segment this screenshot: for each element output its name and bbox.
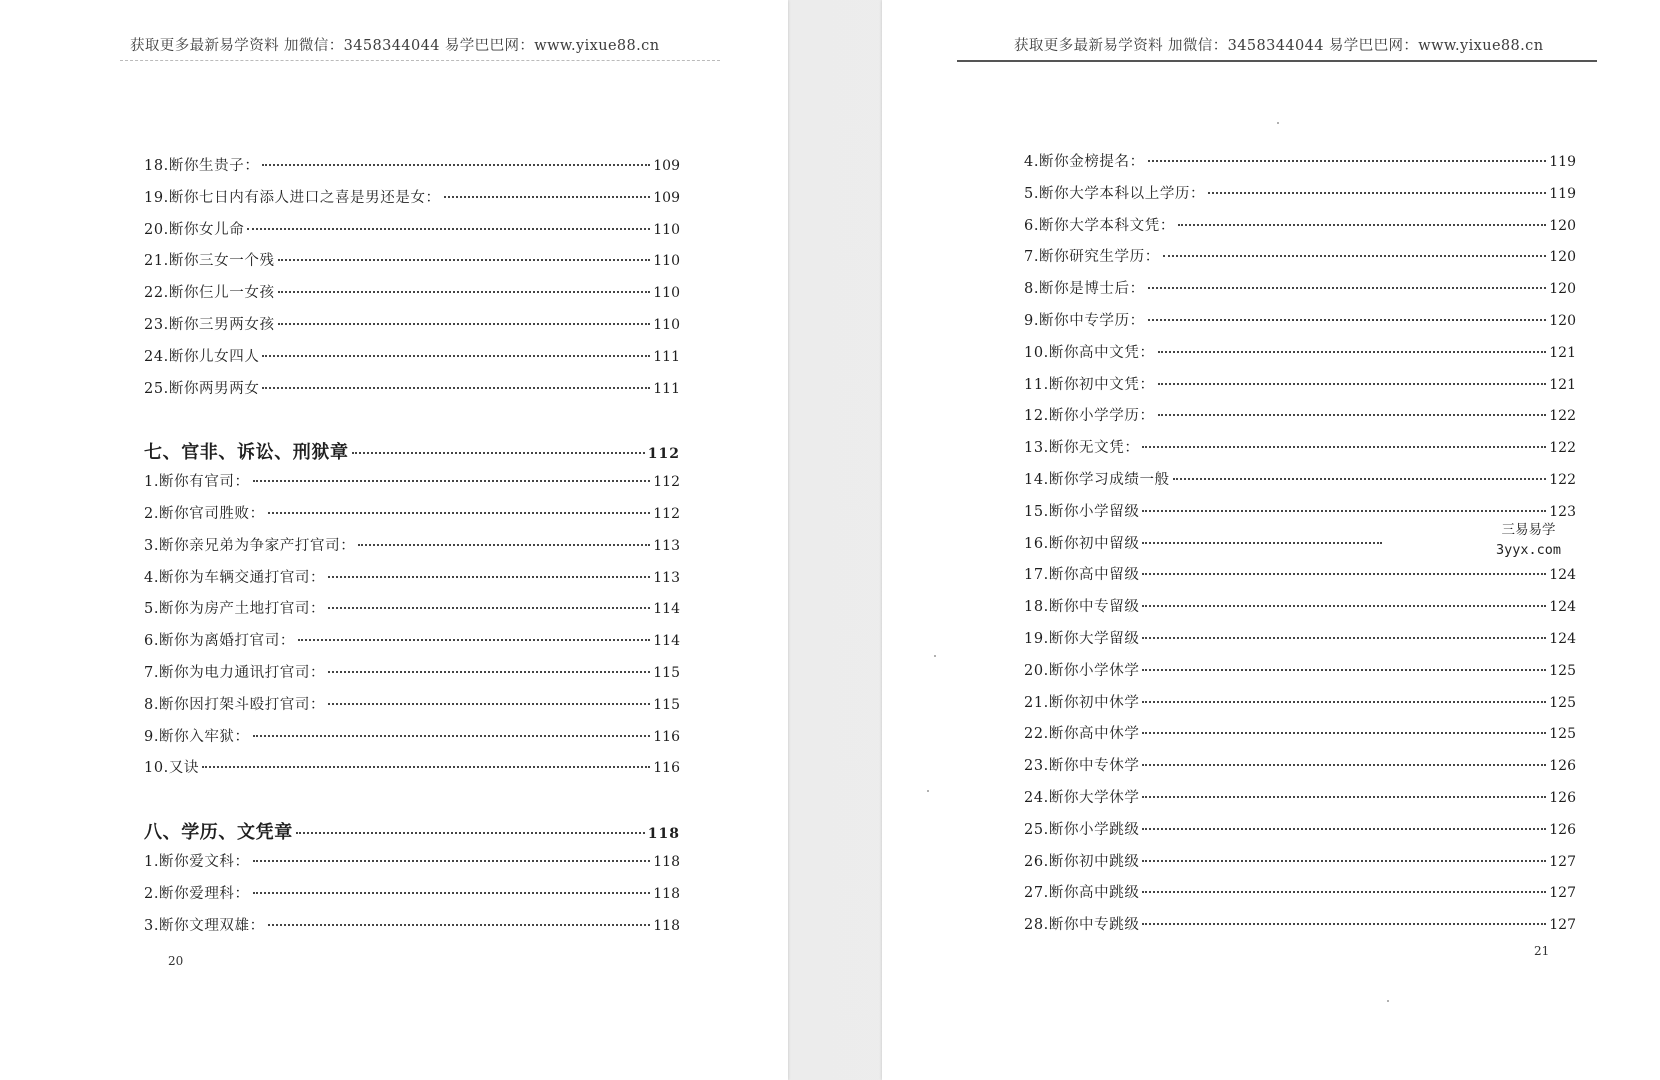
toc-entry-title: 22.断你仨儿一女孩 — [144, 285, 275, 302]
toc-page-number: 109 — [653, 189, 680, 206]
scan-speck — [927, 790, 929, 792]
watermark-line: 3yyx.com — [1496, 542, 1562, 558]
toc-entry — [1024, 691, 1576, 723]
toc-entry — [144, 534, 680, 566]
toc-page-number: 123 — [1549, 503, 1576, 520]
toc-entry — [144, 597, 680, 629]
toc-entry-title: 25.断你小学跳级 — [1024, 821, 1140, 838]
toc-list-right — [1024, 150, 1576, 945]
toc-page-number: 125 — [1549, 726, 1576, 743]
dot-leader — [262, 355, 650, 357]
toc-entry-title: 1.断你有官司： — [144, 474, 250, 491]
dot-leader — [298, 639, 650, 641]
dot-leader — [1142, 446, 1546, 448]
toc-page-number: 116 — [653, 760, 680, 777]
dot-leader — [328, 607, 650, 609]
dot-leader — [1142, 891, 1546, 893]
dot-leader — [328, 671, 650, 673]
toc-entry — [144, 756, 680, 788]
toc-entry — [144, 154, 680, 186]
toc-entry-title: 3.断你文理双雄： — [144, 917, 265, 934]
dot-leader — [278, 291, 651, 293]
toc-entry — [1024, 404, 1576, 436]
dot-leader — [1148, 287, 1547, 289]
toc-page-number: 112 — [653, 505, 680, 522]
dot-leader — [352, 452, 645, 454]
scan-speck — [1387, 1000, 1389, 1002]
toc-section-heading — [144, 818, 680, 850]
scan-speck — [1277, 122, 1279, 124]
dot-leader — [247, 228, 650, 230]
toc-page-number: 113 — [653, 569, 680, 586]
toc-entry — [1024, 659, 1576, 691]
toc-entry — [1024, 182, 1576, 214]
dot-leader — [278, 323, 651, 325]
toc-page-number: 115 — [653, 696, 680, 713]
toc-entry-title: 3.断你亲兄弟为争家产打官司： — [144, 537, 356, 554]
dot-leader — [278, 259, 651, 261]
toc-entry — [1024, 563, 1576, 595]
toc-page-number: 118 — [653, 885, 680, 902]
dot-leader — [1142, 764, 1546, 766]
dot-leader — [1142, 637, 1546, 639]
page-header: 获取更多最新易学资料 加微信：3458344044 易学巴巴网：www.yixue88.cn — [130, 38, 660, 54]
toc-entry-title: 7.断你为电力通讯打官司： — [144, 664, 326, 681]
toc-entry — [144, 502, 680, 534]
toc-entry-title: 22.断你高中休学 — [1024, 726, 1140, 743]
page-number: 20 — [168, 954, 184, 968]
toc-entry — [1024, 150, 1576, 182]
toc-entry-title: 20.断你小学休学 — [1024, 662, 1140, 679]
toc-page-number: 114 — [653, 633, 680, 650]
toc-entry — [1024, 627, 1576, 659]
toc-page-number: 127 — [1549, 885, 1576, 902]
toc-entry-title: 14.断你学习成绩一般 — [1024, 471, 1170, 488]
dot-leader — [253, 735, 651, 737]
toc-entry — [1024, 436, 1576, 468]
dot-leader — [268, 924, 651, 926]
toc-page-number: 110 — [653, 253, 680, 270]
toc-page-number: 111 — [653, 380, 680, 397]
scan-speck — [934, 655, 936, 657]
dot-leader — [328, 576, 650, 578]
toc-entry-title: 23.断你三男两女孩 — [144, 316, 275, 333]
toc-entry-title: 13.断你无文凭： — [1024, 440, 1140, 457]
dot-leader — [262, 387, 650, 389]
toc-entry-title: 27.断你高中跳级 — [1024, 885, 1140, 902]
toc-page-number: 118 — [653, 853, 680, 870]
toc-entry-title: 4.断你为车辆交通打官司： — [144, 569, 326, 586]
toc-entry — [144, 377, 680, 409]
toc-entry-title: 18.断你中专留级 — [1024, 599, 1140, 616]
toc-entry-title: 5.断你大学本科以上学历： — [1024, 185, 1206, 202]
toc-entry — [1024, 881, 1576, 913]
toc-entry — [144, 313, 680, 345]
dot-leader — [1208, 192, 1546, 194]
toc-entry-title: 25.断你两男两女 — [144, 380, 260, 397]
dot-leader — [1148, 319, 1547, 321]
toc-entry-title: 10.断你高中文凭： — [1024, 344, 1155, 361]
toc-entry-title: 4.断你金榜提名： — [1024, 154, 1145, 170]
toc-page-number: 113 — [653, 537, 680, 554]
toc-entry — [1024, 786, 1576, 818]
toc-entry — [144, 249, 680, 281]
toc-list-left — [144, 154, 680, 945]
toc-page-number: 122 — [1549, 408, 1576, 425]
toc-entry — [1024, 468, 1576, 500]
toc-entry — [144, 566, 680, 598]
toc-page-number: 109 — [653, 158, 680, 174]
toc-page-number: 118 — [653, 917, 680, 934]
toc-page-number: 112 — [653, 474, 680, 491]
toc-entry — [1024, 532, 1576, 564]
dot-leader — [1142, 796, 1546, 798]
toc-entry — [1024, 818, 1576, 850]
toc-entry — [144, 186, 680, 218]
toc-entry — [1024, 754, 1576, 786]
dot-leader — [1142, 732, 1546, 734]
toc-entry-title: 24.断你大学休学 — [1024, 789, 1140, 806]
dot-leader — [1142, 669, 1546, 671]
dot-leader — [253, 892, 651, 894]
dot-leader — [253, 860, 651, 862]
toc-entry-title: 9.断你中专学历： — [1024, 312, 1145, 329]
toc-page-number: 111 — [653, 348, 680, 365]
dot-leader — [1178, 224, 1546, 226]
toc-entry — [144, 882, 680, 914]
toc-entry — [144, 914, 680, 946]
toc-entry-title: 20.断你女儿命 — [144, 221, 245, 238]
toc-entry-title: 16.断你初中留级 — [1024, 535, 1140, 552]
toc-page-number: 118 — [647, 826, 680, 843]
toc-page-number: 110 — [653, 285, 680, 302]
left-page — [0, 0, 788, 1080]
header-rule — [957, 60, 1597, 62]
toc-entry — [144, 850, 680, 882]
toc-entry — [1024, 277, 1576, 309]
dot-leader — [1142, 828, 1546, 830]
toc-entry — [144, 629, 680, 661]
dot-leader — [1142, 605, 1546, 607]
watermark-line: 三易易学 — [1501, 522, 1556, 538]
toc-entry-title: 19.断你七日内有添人进口之喜是男还是女： — [144, 189, 441, 206]
toc-entry-title: 8.断你因打架斗殴打官司： — [144, 696, 326, 713]
dot-leader — [1158, 414, 1547, 416]
toc-entry — [144, 661, 680, 693]
dot-leader — [202, 766, 650, 768]
toc-page-number: 124 — [1549, 630, 1576, 647]
toc-entry — [144, 218, 680, 250]
toc-page-number: 120 — [1549, 217, 1576, 234]
toc-entry-title: 21.断你初中休学 — [1024, 694, 1140, 711]
toc-page-number: 126 — [1549, 758, 1576, 775]
toc-page-number: 116 — [653, 728, 680, 745]
toc-entry-title: 19.断你大学留级 — [1024, 630, 1140, 647]
dot-leader — [268, 512, 651, 514]
toc-entry-title: 28.断你中专跳级 — [1024, 917, 1140, 934]
toc-entry — [1024, 913, 1576, 945]
toc-page-number: 127 — [1549, 853, 1576, 870]
toc-entry — [1024, 595, 1576, 627]
dot-leader — [296, 832, 645, 834]
page-header: 获取更多最新易学资料 加微信：3458344044 易学巴巴网：www.yixue88.cn — [1014, 38, 1544, 54]
dot-leader — [262, 164, 650, 166]
toc-gap — [144, 788, 680, 818]
dot-leader — [1163, 255, 1546, 257]
toc-page-number: 112 — [647, 446, 680, 463]
dot-leader — [1142, 510, 1546, 512]
toc-page-number: 126 — [1549, 789, 1576, 806]
toc-page-number: 120 — [1549, 249, 1576, 266]
toc-entry-title: 26.断你初中跳级 — [1024, 853, 1140, 870]
dot-leader — [1142, 573, 1546, 575]
toc-entry-title: 21.断你三女一个残 — [144, 253, 275, 270]
toc-entry-title: 8.断你是博士后： — [1024, 281, 1145, 298]
toc-entry — [1024, 500, 1576, 532]
toc-entry-title: 15.断你小学留级 — [1024, 503, 1140, 520]
toc-entry-title: 24.断你儿女四人 — [144, 348, 260, 365]
toc-page-number: 110 — [653, 221, 680, 238]
toc-gap — [144, 408, 680, 438]
toc-page-number: 119 — [1549, 185, 1576, 202]
toc-entry — [144, 725, 680, 757]
header-rule — [120, 60, 720, 61]
toc-entry-title: 6.断你大学本科文凭： — [1024, 217, 1175, 234]
toc-page-number: 110 — [653, 316, 680, 333]
dot-leader — [1142, 860, 1546, 862]
toc-entry-title: 9.断你入牢狱： — [144, 728, 250, 745]
toc-entry — [144, 470, 680, 502]
toc-entry-title: 18.断你生贵子： — [144, 158, 260, 174]
toc-page-number: 125 — [1549, 694, 1576, 711]
toc-entry-title: 23.断你中专休学 — [1024, 758, 1140, 775]
dot-leader — [253, 480, 651, 482]
toc-page-number: 122 — [1549, 440, 1576, 457]
dot-leader — [1142, 923, 1546, 925]
dot-leader — [444, 196, 651, 198]
toc-entry — [1024, 373, 1576, 405]
dot-leader — [1173, 478, 1547, 480]
toc-page-number: 115 — [653, 664, 680, 681]
toc-entry — [144, 281, 680, 313]
page-number: 21 — [1534, 944, 1550, 958]
toc-entry-title: 11.断你初中文凭： — [1024, 376, 1155, 393]
dot-leader — [358, 544, 650, 546]
toc-page-number: 127 — [1549, 917, 1576, 934]
toc-page-number: 120 — [1549, 312, 1576, 329]
toc-page-number: 120 — [1549, 281, 1576, 298]
watermark-stamp — [1496, 520, 1561, 560]
dot-leader — [1158, 383, 1547, 385]
toc-entry — [1024, 214, 1576, 246]
toc-entry — [1024, 341, 1576, 373]
toc-entry — [1024, 309, 1576, 341]
toc-entry-title: 10.又诀 — [144, 760, 200, 777]
toc-entry-title: 2.断你官司胜败： — [144, 505, 265, 522]
toc-page-number: 124 — [1549, 599, 1576, 616]
toc-entry — [1024, 245, 1576, 277]
toc-page-number: 124 — [1549, 567, 1576, 584]
toc-entry-title: 6.断你为离婚打官司： — [144, 633, 295, 650]
toc-page-number: 119 — [1549, 154, 1576, 170]
toc-page-number: 126 — [1549, 821, 1576, 838]
toc-entry-title: 八、学历、文凭章 — [144, 822, 293, 844]
toc-entry — [144, 693, 680, 725]
dot-leader — [1148, 160, 1547, 162]
toc-section-heading — [144, 438, 680, 470]
dot-leader — [1142, 701, 1546, 703]
toc-page-number: 122 — [1549, 471, 1576, 488]
toc-entry — [1024, 722, 1576, 754]
toc-entry — [144, 345, 680, 377]
toc-entry-title: 12.断你小学学历： — [1024, 408, 1155, 425]
toc-entry — [1024, 850, 1576, 882]
toc-page-number: 125 — [1549, 662, 1576, 679]
dot-leader — [1158, 351, 1547, 353]
toc-entry-title: 七、官非、诉讼、刑狱章 — [144, 442, 349, 464]
toc-entry-title: 7.断你研究生学历： — [1024, 249, 1160, 266]
toc-page-number: 121 — [1549, 344, 1576, 361]
toc-entry-title: 17.断你高中留级 — [1024, 567, 1140, 584]
toc-entry-title: 1.断你爱文科： — [144, 853, 250, 870]
dot-leader — [328, 703, 650, 705]
toc-page-number: 121 — [1549, 376, 1576, 393]
dot-leader — [1142, 542, 1382, 544]
toc-entry-title: 2.断你爱理科： — [144, 885, 250, 902]
toc-page-number: 114 — [653, 601, 680, 618]
toc-entry-title: 5.断你为房产土地打官司： — [144, 601, 326, 618]
right-page — [882, 0, 1660, 1080]
